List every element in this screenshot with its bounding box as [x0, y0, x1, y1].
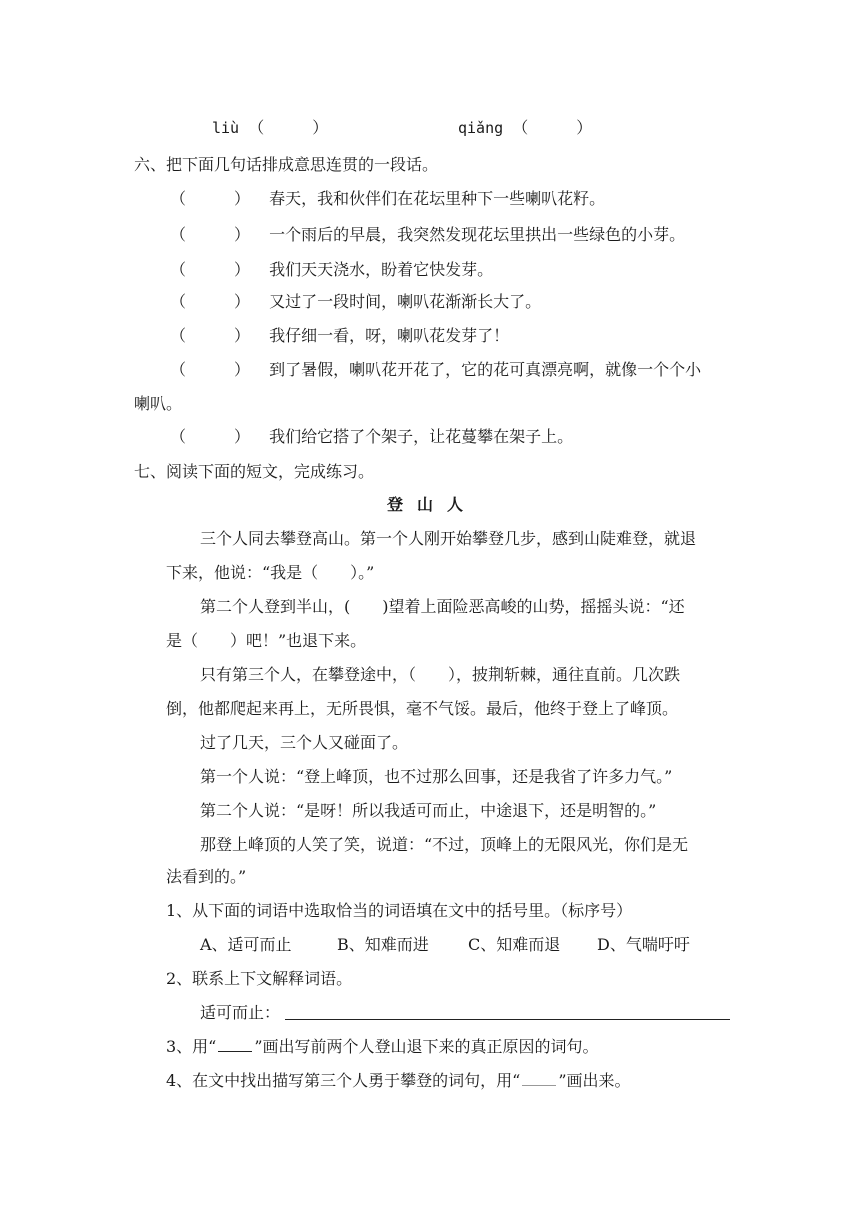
q4-prefix: 4、在文中找出描写第三个人勇于攀登的词句，用“	[166, 1071, 521, 1090]
order-item	[170, 325, 509, 347]
underline-sample	[218, 1037, 252, 1052]
order-blank[interactable]: （ ）	[170, 189, 251, 208]
answer-line[interactable]	[285, 1019, 730, 1020]
order-item-text: 一个雨后的早晨，我突然发现花坛里拱出一些绿色的小芽。	[269, 225, 686, 244]
section6-heading: 六、把下面几句话排成意思连贯的一段话。	[134, 155, 439, 174]
passage-line: 第二个人登到半山，( )望着上面险恶高峻的山势，摇摇头说：“还	[200, 597, 685, 616]
question-4	[166, 1070, 631, 1092]
order-item	[170, 359, 701, 381]
passage-line: 第二个人说：“是呀！所以我适可而止，中途退下，还是明智的。”	[200, 801, 657, 820]
pinyin-text: liù	[212, 119, 240, 137]
answer-blank[interactable]: （ ）	[248, 118, 329, 137]
order-item	[170, 259, 493, 281]
order-item	[170, 426, 573, 448]
passage-line: 第一个人说：“登上峰顶，也不过那么回事，还是我省了许多力气。”	[200, 767, 673, 786]
order-item	[170, 291, 541, 313]
order-item-text: 又过了一段时间，喇叭花渐渐长大了。	[269, 292, 542, 311]
q3-suffix: ”画出写前两个人登山退下来的真正原因的词句。	[254, 1037, 599, 1056]
order-item-text: 春天，我和伙伴们在花坛里种下一些喇叭花籽。	[269, 189, 606, 208]
passage-line: 只有第三个人，在攀登途中，（ ），披荆斩棘，通往直前。几次跌	[200, 665, 681, 684]
order-item	[170, 188, 605, 210]
order-blank[interactable]: （ ）	[170, 260, 251, 279]
order-item-continuation: 喇叭。	[134, 394, 183, 413]
order-blank[interactable]: （ ）	[170, 225, 251, 244]
section7-heading: 七、阅读下面的短文，完成练习。	[134, 462, 375, 481]
passage-line: 那登上峰顶的人笑了笑，说道：“不过，顶峰上的无限风光，你们是无	[200, 835, 689, 854]
order-item-text: 到了暑假，喇叭花开花了，它的花可真漂亮啊，就像一个个小	[269, 360, 702, 379]
option-a: A、适可而止	[200, 935, 292, 954]
q2-label: 适可而止：	[200, 1003, 281, 1022]
q3-prefix: 3、用“	[166, 1037, 217, 1056]
pinyin-text: qiǎng	[458, 119, 504, 137]
passage-line: 法看到的。”	[166, 867, 247, 886]
question-2: 2、联系上下文解释词语。	[166, 969, 353, 988]
order-item-text: 我们给它搭了个架子，让花蔓攀在架子上。	[269, 427, 574, 446]
option-d: D、气喘吁吁	[597, 935, 690, 954]
passage-line: 倒，他都爬起来再上，无所畏惧，毫不气馁。最后，他终于登上了峰顶。	[166, 699, 679, 718]
order-item-text: 我们天天浇水，盼着它快发芽。	[269, 260, 494, 279]
passage-line: 是（ ）吧！”也退下来。	[166, 631, 367, 650]
passage-line: 下来，他说：“我是（ ）。”	[166, 563, 375, 582]
order-blank[interactable]: （ ）	[170, 326, 251, 345]
option-c: C、知难而退	[468, 935, 561, 954]
option-b: B、知难而进	[337, 935, 429, 954]
order-item-text: 我仔细一看，呀，喇叭花发芽了！	[269, 326, 510, 345]
passage-line: 过了几天，三个人又碰面了。	[200, 733, 409, 752]
order-blank[interactable]: （ ）	[170, 292, 251, 311]
answer-blank[interactable]: （ ）	[512, 118, 593, 137]
order-item	[170, 224, 685, 246]
order-blank[interactable]: （ ）	[170, 360, 251, 379]
underline-sample	[522, 1071, 556, 1086]
question-1: 1、从下面的词语中选取恰当的词语填在文中的括号里。（标序号）	[166, 901, 633, 920]
pinyin-item-qiang	[458, 117, 592, 139]
pinyin-item-liu	[212, 117, 328, 139]
question-3	[166, 1036, 599, 1058]
q4-suffix: ”画出来。	[558, 1071, 631, 1090]
order-blank[interactable]: （ ）	[170, 427, 251, 446]
passage-line: 三个人同去攀登高山。第一个人刚开始攀登几步，感到山陡难登，就退	[200, 529, 697, 548]
passage-title: 登山人	[387, 495, 478, 514]
